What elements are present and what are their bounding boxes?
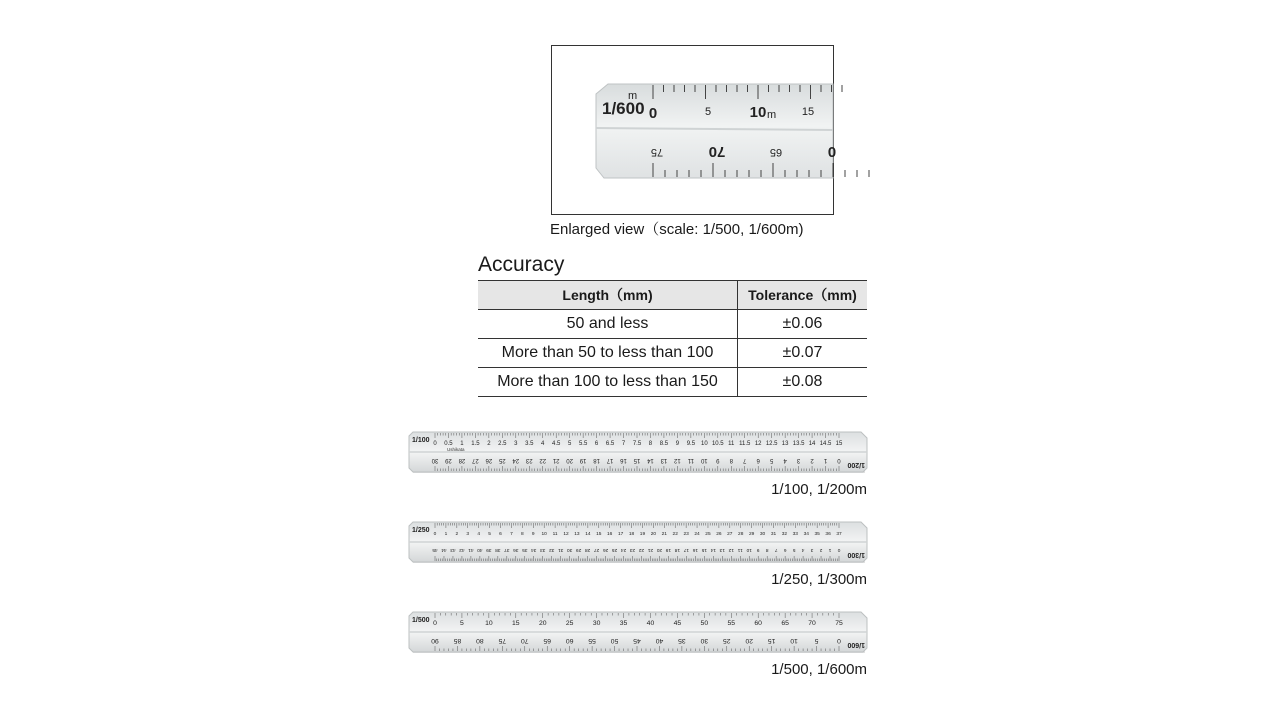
tick-label-top: 0.5 — [444, 441, 453, 447]
enlarged-top-unit: m — [767, 109, 777, 121]
tick-label-top: 9.5 — [686, 441, 696, 447]
accuracy-title: Accuracy — [478, 253, 565, 276]
tolerance-cell: ±0.07 — [738, 339, 868, 368]
tick-label-bottom: 18 — [674, 547, 681, 552]
enlarged-view — [551, 45, 837, 215]
tick-label-bottom: 22 — [539, 457, 547, 463]
tick-label-top: 24 — [694, 532, 700, 537]
tick-label-bottom: 36 — [513, 547, 519, 552]
tick-label-top: 26 — [716, 532, 722, 537]
enlarged-bottom-mark: 65 — [769, 146, 783, 158]
tick-label-top: 7.5 — [632, 441, 642, 447]
tick-label-top: 15 — [835, 441, 843, 447]
tick-label-bottom: 13 — [660, 457, 668, 463]
tick-label-bottom: 39 — [486, 547, 492, 552]
tick-label-bottom: 5 — [814, 637, 819, 644]
tick-label-bottom: 12 — [728, 547, 734, 552]
enlarged-bottom-mark: 70 — [708, 143, 726, 160]
tick-label-bottom: 27 — [593, 547, 600, 552]
tick-label-top: 16 — [607, 532, 613, 537]
tick-label-bottom: 24 — [512, 457, 520, 463]
tick-label-bottom: 30 — [431, 457, 439, 463]
tick-label-bottom: 30 — [700, 637, 709, 644]
tick-label-bottom: 18 — [593, 457, 600, 463]
tick-label-bottom: 14 — [710, 547, 716, 552]
tick-label-top: 45 — [673, 620, 682, 627]
tick-label-bottom: 1 — [828, 547, 832, 552]
tick-label-bottom: 75 — [498, 637, 507, 644]
tick-label-top: 10 — [541, 532, 547, 537]
tick-label-bottom: 25 — [611, 547, 618, 552]
enlarged-bottom-mark: 0 — [827, 143, 837, 160]
tick-label-bottom: 13 — [719, 547, 725, 552]
tick-label-bottom: 22 — [638, 547, 645, 552]
tick-label-bottom: 40 — [655, 637, 664, 644]
tick-label-top: 5 — [488, 532, 491, 537]
tick-label-top: 2 — [487, 441, 491, 447]
tick-label-bottom: 29 — [445, 457, 452, 463]
table-row — [478, 368, 867, 397]
ruler-1 — [407, 428, 871, 476]
tick-label-top: 29 — [748, 532, 755, 537]
tick-label-top: 6.5 — [605, 441, 615, 447]
tick-label-bottom: 29 — [575, 547, 582, 552]
tick-label-top: 32 — [781, 532, 788, 537]
tick-label-top: 6 — [594, 441, 599, 447]
tick-label-bottom: 50 — [610, 637, 619, 644]
tick-label-bottom: 17 — [683, 547, 690, 552]
tick-label-bottom: 15 — [767, 637, 776, 644]
scale-label-top: 1/250 — [412, 527, 430, 534]
tick-label-bottom: 1 — [823, 457, 828, 463]
enlarged-ruler — [552, 46, 837, 214]
tick-label-bottom: 85 — [453, 637, 462, 644]
tick-label-top: 55 — [727, 620, 736, 627]
tick-label-top: 0 — [433, 441, 437, 447]
tick-label-bottom: 90 — [431, 637, 439, 644]
tick-label-top: 10 — [485, 620, 493, 627]
tick-label-top: 8 — [648, 441, 653, 447]
tick-label-top: 19 — [639, 532, 646, 537]
tick-label-bottom: 15 — [633, 457, 641, 463]
enlarged-caption: Enlarged view（scale: 1/500, 1/600m) — [550, 221, 804, 238]
tick-label-top: 7 — [510, 532, 513, 537]
tick-label-bottom: 14 — [647, 457, 654, 463]
tick-label-top: 17 — [617, 532, 624, 537]
tick-label-top: 4 — [477, 532, 481, 537]
tick-label-bottom: 43 — [450, 547, 456, 552]
tick-label-bottom: 35 — [522, 547, 528, 552]
tick-label-bottom: 35 — [678, 637, 686, 644]
tick-label-top: 60 — [754, 620, 762, 627]
tick-label-bottom: 80 — [476, 637, 484, 644]
tick-label-bottom: 28 — [458, 457, 466, 463]
tick-label-top: 36 — [825, 532, 831, 537]
tick-label-top: 40 — [646, 620, 655, 627]
tick-label-top: 28 — [738, 532, 744, 537]
tick-label-top: 7 — [621, 441, 626, 447]
tick-label-bottom: 8 — [729, 457, 733, 463]
tick-label-bottom: 70 — [520, 637, 529, 644]
tick-label-top: 4 — [541, 441, 545, 447]
tick-label-bottom: 37 — [504, 547, 510, 552]
tick-label-top: 15 — [596, 532, 602, 537]
tick-label-bottom: 8 — [765, 547, 769, 552]
tick-label-bottom: 38 — [495, 547, 501, 552]
tick-label-bottom: 33 — [540, 547, 546, 552]
tick-label-bottom: 27 — [472, 457, 479, 463]
tick-label-bottom: 10 — [700, 457, 708, 463]
tick-label-top: 0 — [433, 620, 437, 627]
tick-label-bottom: 40 — [477, 547, 483, 552]
tick-label-top: 4.5 — [552, 441, 561, 447]
tick-label-bottom: 30 — [566, 547, 573, 552]
tick-label-top: 14.5 — [819, 441, 832, 447]
enlarged-top-mark: 10 — [749, 104, 767, 121]
tick-label-top: 12 — [563, 532, 569, 537]
tick-label-bottom: 11 — [687, 457, 694, 463]
tick-label-top: 14 — [808, 441, 816, 447]
tick-label-bottom: 4 — [801, 547, 805, 552]
tick-label-bottom: 19 — [579, 457, 587, 463]
tick-label-bottom: 4 — [783, 457, 787, 463]
ruler-3-label: 1/500, 1/600m — [771, 661, 867, 678]
tick-label-top: 34 — [803, 532, 809, 537]
tick-label-bottom: 23 — [629, 547, 636, 552]
tick-label-top: 10 — [700, 441, 708, 447]
tick-label-top: 65 — [781, 620, 789, 627]
enlarged-top-mark: 5 — [704, 106, 712, 118]
tick-label-top: 9 — [531, 532, 535, 537]
tick-label-bottom: 21 — [647, 547, 654, 552]
tick-label-bottom: 5 — [792, 547, 796, 552]
tick-label-top: 11.5 — [739, 441, 751, 447]
tick-label-bottom: 25 — [722, 637, 731, 644]
tick-label-bottom: 31 — [558, 547, 564, 552]
tick-label-top: 3 — [466, 532, 470, 537]
tick-label-bottom: 2 — [819, 547, 823, 552]
tick-label-top: 25 — [565, 620, 574, 627]
tick-label-bottom: 65 — [543, 637, 552, 644]
tick-label-bottom: 44 — [441, 547, 447, 552]
tick-label-bottom: 0 — [837, 547, 841, 552]
tick-label-bottom: 2 — [810, 457, 814, 463]
tick-label-bottom: 45 — [432, 547, 438, 552]
tick-label-bottom: 16 — [692, 547, 699, 552]
tick-label-top: 1 — [460, 441, 464, 447]
tick-label-top: 10.5 — [711, 441, 724, 447]
tick-label-bottom: 6 — [756, 457, 760, 463]
tick-label-top: 31 — [770, 532, 777, 537]
tick-label-bottom: 20 — [566, 457, 574, 463]
tick-label-bottom: 0 — [837, 637, 841, 644]
tick-label-bottom: 26 — [485, 457, 493, 463]
enlarged-top-mark: 0 — [648, 105, 658, 122]
tick-label-top: 11 — [552, 532, 558, 537]
tick-label-bottom: 19 — [665, 547, 672, 552]
tick-label-top: 37 — [836, 532, 842, 537]
tick-label-bottom: 24 — [620, 547, 627, 552]
scale-label-bottom: 1/200 — [847, 461, 865, 468]
ruler-1-label: 1/100, 1/200m — [771, 481, 867, 498]
tick-label-top: 5 — [460, 620, 464, 627]
tick-label-bottom: 9 — [756, 547, 760, 552]
table-row — [478, 339, 867, 368]
enlarged-top-mark: 15 — [801, 106, 815, 118]
tick-label-bottom: 7 — [743, 457, 747, 463]
tick-label-top: 2 — [455, 532, 459, 537]
tick-label-bottom: 20 — [656, 547, 663, 552]
length-cell: 50 and less — [478, 310, 738, 339]
tick-label-top: 1 — [444, 532, 448, 537]
tick-label-bottom: 41 — [468, 547, 474, 552]
tick-label-top: 50 — [700, 620, 709, 627]
tick-label-top: 8.5 — [659, 441, 669, 447]
tick-label-bottom: 28 — [584, 547, 591, 552]
length-cell: More than 100 to less than 150 — [478, 368, 738, 397]
tick-label-top: 23 — [683, 532, 689, 537]
enlarged-bottom-mark: 75 — [650, 146, 664, 158]
tick-label-bottom: 11 — [737, 547, 743, 552]
header-length: Length（mm) — [478, 281, 738, 310]
tick-label-bottom: 15 — [701, 547, 708, 552]
tick-label-top: 6 — [499, 532, 502, 537]
tick-label-bottom: 10 — [790, 637, 798, 644]
tick-label-bottom: 23 — [525, 457, 533, 463]
tick-label-top: 13 — [781, 441, 789, 447]
tick-label-top: 12.5 — [765, 441, 778, 447]
tick-label-top: 1.5 — [471, 441, 480, 447]
scale-label-bottom: 1/300 — [847, 551, 865, 558]
brand-label: Ushikata — [447, 447, 465, 452]
scale-label-bottom: 1/600 — [847, 641, 865, 648]
tick-label-bottom: 25 — [498, 457, 506, 463]
tick-label-bottom: 12 — [674, 457, 681, 463]
tick-label-bottom: 16 — [620, 457, 627, 463]
tick-label-top: 25 — [705, 532, 711, 537]
tick-label-top: 70 — [808, 620, 816, 627]
tolerance-cell: ±0.06 — [738, 310, 868, 339]
tick-label-top: 22 — [672, 532, 678, 537]
tick-label-bottom: 45 — [633, 637, 641, 644]
tick-label-top: 11 — [728, 441, 735, 447]
tick-label-bottom: 26 — [602, 547, 609, 552]
tick-label-top: 12 — [754, 441, 762, 447]
tick-label-top: 0 — [433, 532, 437, 537]
tick-label-top: 13.5 — [792, 441, 805, 447]
tick-label-top: 20 — [650, 532, 657, 537]
accuracy-header-row — [478, 281, 867, 310]
tick-label-top: 9 — [675, 441, 680, 447]
tick-label-top: 5 — [567, 441, 572, 447]
tick-label-bottom: 32 — [549, 547, 555, 552]
tolerance-cell: ±0.08 — [738, 368, 868, 397]
tick-label-top: 3 — [514, 441, 518, 447]
tick-label-bottom: 34 — [531, 547, 537, 552]
tick-label-top: 8 — [521, 532, 524, 537]
tick-label-bottom: 20 — [745, 637, 754, 644]
scale-label-top: 1/100 — [412, 437, 430, 444]
tick-label-top: 15 — [512, 620, 520, 627]
tick-label-top: 27 — [727, 532, 733, 537]
tick-label-top: 35 — [619, 620, 628, 627]
accuracy-table — [478, 280, 867, 397]
tick-label-bottom: 6 — [783, 547, 787, 552]
tick-label-bottom: 3 — [796, 457, 801, 463]
ruler-2 — [407, 518, 871, 566]
tick-label-top: 5.5 — [578, 441, 588, 447]
tick-label-top: 20 — [538, 620, 547, 627]
tick-label-bottom: 60 — [565, 637, 574, 644]
tick-label-top: 18 — [628, 532, 635, 537]
tick-label-top: 75 — [835, 620, 843, 627]
scale-label-top: 1/500 — [412, 617, 430, 624]
tick-label-top: 3.5 — [525, 441, 534, 447]
table-row — [478, 310, 867, 339]
tick-label-top: 30 — [592, 620, 601, 627]
header-tolerance: Tolerance（mm) — [738, 281, 868, 310]
tick-label-bottom: 42 — [459, 547, 465, 552]
tick-label-bottom: 9 — [716, 457, 720, 463]
tick-label-top: 13 — [574, 532, 580, 537]
ruler-3 — [407, 608, 871, 656]
tick-label-bottom: 55 — [588, 637, 596, 644]
tick-label-top: 30 — [759, 532, 766, 537]
enlarged-scale-unit: m — [628, 90, 638, 102]
tick-label-bottom: 7 — [774, 547, 778, 552]
enlarged-scale-label: 1/600 — [602, 99, 645, 118]
tick-label-bottom: 21 — [552, 457, 560, 463]
tick-label-top: 14 — [585, 532, 591, 537]
tick-label-bottom: 3 — [810, 547, 814, 552]
tick-label-top: 33 — [792, 532, 798, 537]
tick-label-top: 2.5 — [498, 441, 507, 447]
tick-label-bottom: 5 — [769, 457, 774, 463]
tick-label-bottom: 10 — [746, 547, 752, 552]
tick-label-bottom: 17 — [606, 457, 614, 463]
length-cell: More than 50 to less than 100 — [478, 339, 738, 368]
ruler-2-label: 1/250, 1/300m — [771, 571, 867, 588]
tick-label-bottom: 0 — [837, 457, 841, 463]
tick-label-top: 21 — [661, 532, 667, 537]
tick-label-top: 35 — [814, 532, 820, 537]
